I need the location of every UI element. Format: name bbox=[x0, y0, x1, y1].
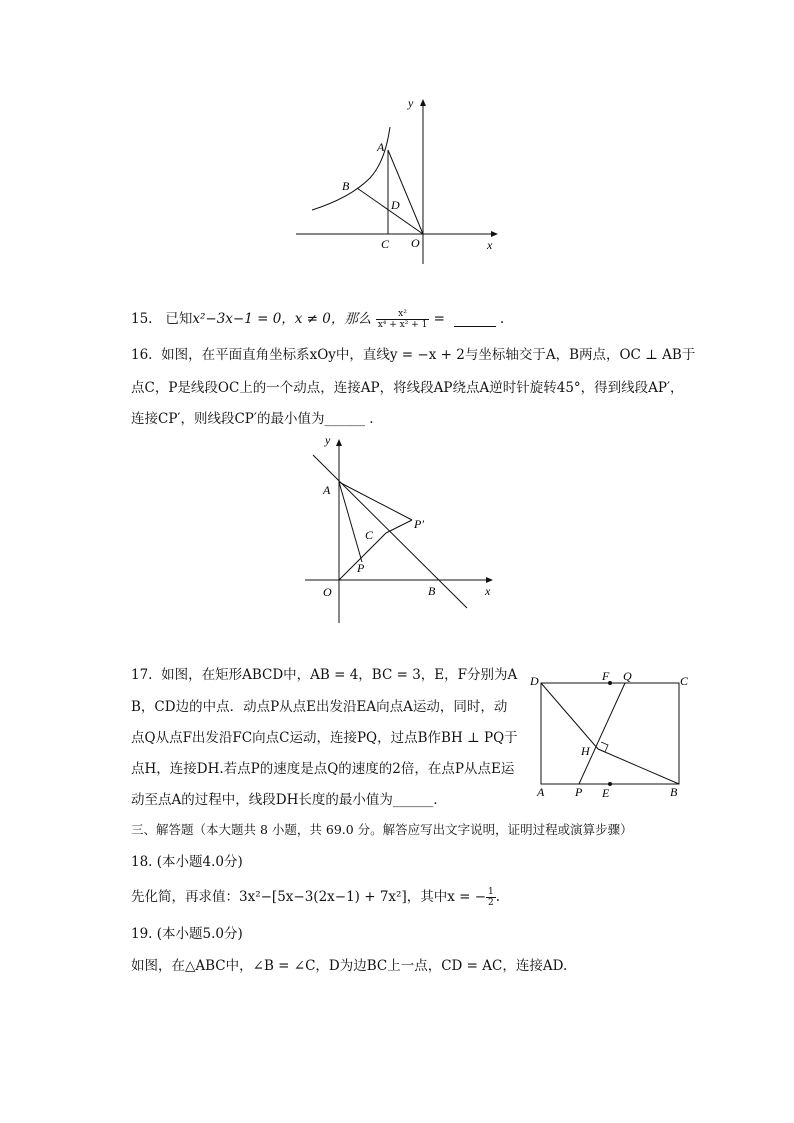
segment-PQ bbox=[579, 683, 625, 784]
x-axis-arrow bbox=[491, 231, 498, 237]
label-F: F bbox=[602, 669, 610, 683]
q16-number: 16. bbox=[131, 347, 153, 363]
q15-end: . bbox=[499, 311, 505, 327]
segment-BH bbox=[598, 749, 679, 784]
q15-number: 15. bbox=[131, 311, 153, 327]
label-x: x bbox=[485, 584, 491, 598]
figure-17 bbox=[525, 665, 700, 805]
label-A: A bbox=[377, 140, 385, 154]
question-19-header: 19. (本小题5.0分) bbox=[131, 926, 243, 942]
question-19-body: 如图，在△ABC中，∠B = ∠C，D为边BC上一点，CD = AC，连接AD. bbox=[131, 958, 568, 974]
label-Q: Q bbox=[623, 669, 632, 683]
question-16-line3: 连接CP′，则线段CP′的最小值为______ . bbox=[131, 411, 374, 427]
label-E: E bbox=[602, 786, 610, 800]
label-y: y bbox=[325, 433, 331, 447]
q18-text: 先化简，再求值：3x²−[5x−3(2x−1) + 7x²]，其中x = − bbox=[131, 889, 487, 905]
q15-answer-blank[interactable] bbox=[454, 312, 496, 327]
question-18-header: 18. (本小题4.0分) bbox=[131, 854, 243, 870]
segment-AP-prime bbox=[339, 482, 412, 520]
question-16-line1 bbox=[131, 344, 695, 366]
question-16-line2: 点C，P是线段OC上的一个动点，连接AP，将线段AP绕点A逆时针旋转45°，得到线段AP′， bbox=[131, 380, 684, 396]
question-17-line2: B，CD边的中点．动点P从点E出发沿EA向点A运动，同时，动 bbox=[131, 699, 508, 715]
label-y: y bbox=[408, 96, 414, 110]
label-P: P bbox=[575, 785, 583, 799]
question-15 bbox=[131, 308, 504, 330]
question-17-line1 bbox=[131, 664, 517, 686]
q17-text-line1: 如图，在矩形ABCD中，AB = 4，BC = 3，E，F分别为A bbox=[161, 667, 518, 683]
label-D: D bbox=[391, 198, 400, 212]
label-C: C bbox=[365, 528, 374, 542]
segment-AP bbox=[339, 482, 362, 562]
label-B: B bbox=[342, 179, 350, 193]
q15-equation: x²−3x−1 = 0，x ≠ 0，那么 bbox=[192, 311, 372, 327]
question-17-line4: 点H，连接DH.若点P的速度是点Q的速度的2倍，在点P从点E运 bbox=[131, 761, 515, 777]
q15-frac-num: x² bbox=[376, 309, 430, 320]
label-B: B bbox=[428, 584, 436, 598]
label-H: H bbox=[581, 744, 590, 758]
section-3-heading: 三、解答题（本大题共 8 小题，共 69.0 分。解答应写出文字说明，证明过程或演算步骤） bbox=[131, 822, 633, 837]
y-axis-arrow bbox=[420, 99, 426, 106]
label-D: D bbox=[530, 674, 539, 688]
q18-frac-num: 1 bbox=[488, 887, 494, 897]
q16-text-line1: 如图，在平面直角坐标系xOy中，直线y = −x + 2与坐标轴交于A，B两点，OC ⊥ AB于 bbox=[161, 347, 696, 363]
figure-16 bbox=[305, 430, 505, 625]
q18-end: . bbox=[495, 889, 501, 905]
question-17-line5: 动至点A的过程中，线段DH长度的最小值为______． bbox=[131, 792, 447, 808]
question-18-body bbox=[131, 886, 500, 908]
question-17-line3: 点Q从点F出发沿FC向点C运动，连接PQ，过点B作BH ⊥ PQ于 bbox=[131, 730, 518, 746]
segment-CP-prime bbox=[386, 520, 412, 533]
label-P: P bbox=[357, 561, 365, 575]
q15-fraction bbox=[376, 309, 430, 330]
label-O: O bbox=[323, 585, 332, 599]
label-P-prime: P′ bbox=[414, 517, 424, 531]
q18-fraction bbox=[486, 887, 496, 908]
label-A: A bbox=[537, 785, 545, 799]
x-axis-arrow bbox=[486, 577, 493, 583]
rectangle-ABCD bbox=[541, 683, 679, 784]
label-B: B bbox=[670, 785, 678, 799]
q17-number: 17. bbox=[131, 667, 153, 683]
right-angle-mark bbox=[598, 742, 608, 752]
label-A: A bbox=[323, 483, 331, 497]
label-C: C bbox=[381, 237, 390, 251]
q18-frac-den: 2 bbox=[488, 898, 494, 908]
label-O: O bbox=[411, 236, 420, 250]
q15-text: 已知 bbox=[165, 311, 193, 327]
q15-frac-den: x⁴ + x² + 1 bbox=[377, 320, 428, 330]
q15-equals: = bbox=[433, 311, 445, 327]
label-x: x bbox=[487, 238, 493, 252]
figure-hyperbola bbox=[290, 92, 510, 267]
segment-DH bbox=[541, 683, 598, 749]
y-axis-arrow bbox=[336, 439, 342, 446]
label-C: C bbox=[680, 674, 689, 688]
